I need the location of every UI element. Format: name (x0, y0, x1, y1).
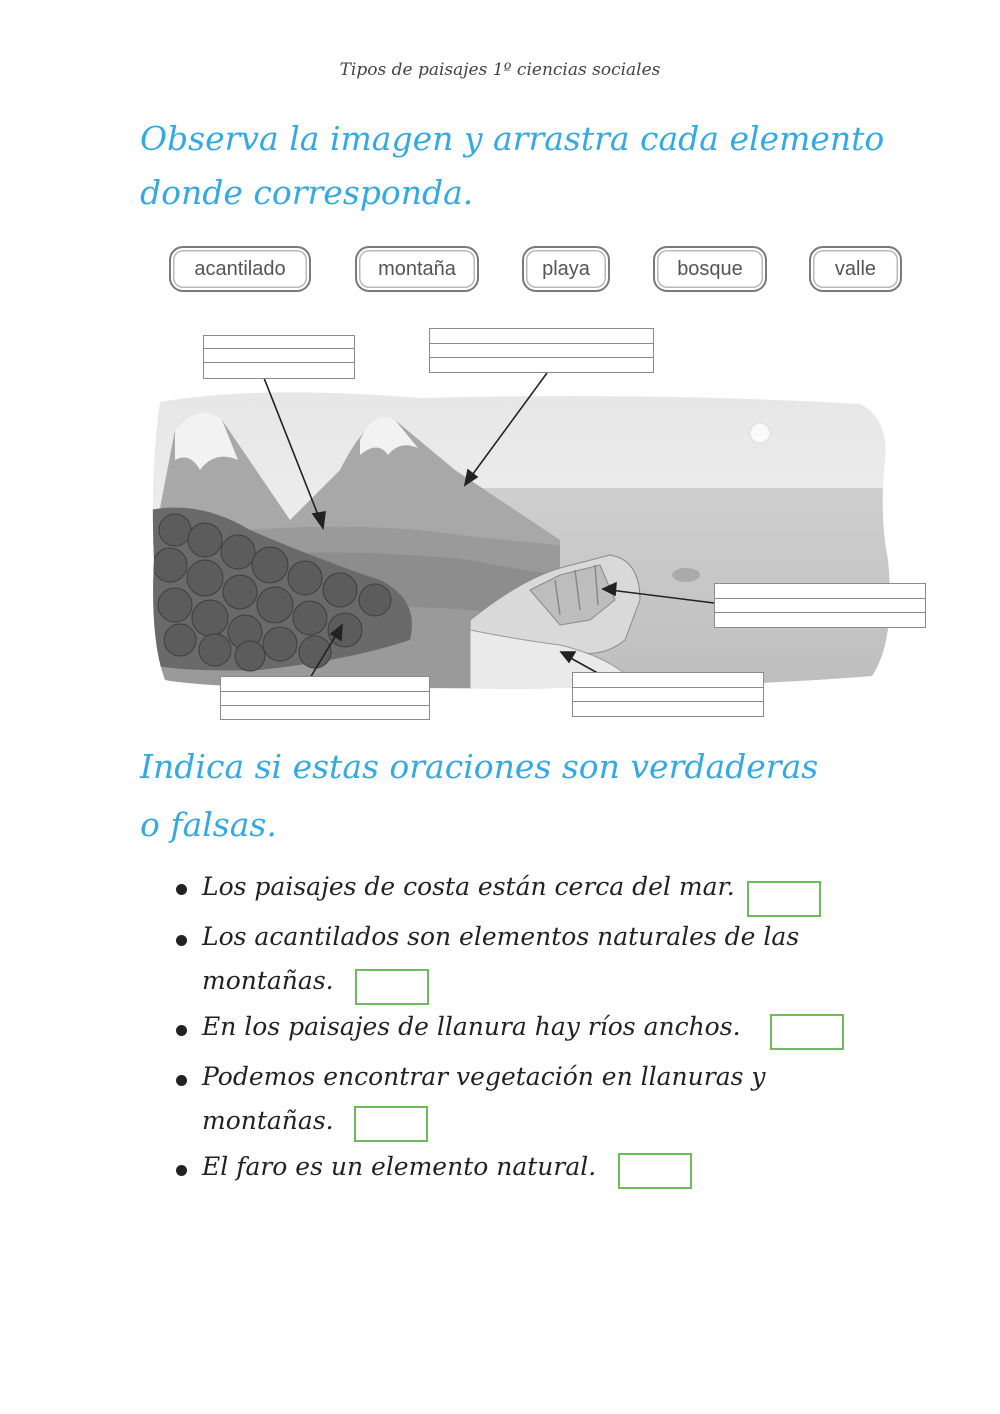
word-chip-montana[interactable]: montaña (355, 246, 479, 292)
scene-group (140, 380, 910, 700)
bullet-icon (176, 935, 187, 946)
drop-zone-3[interactable] (714, 583, 926, 628)
drop-zone-2[interactable] (429, 328, 654, 373)
bullet-icon (176, 1165, 187, 1176)
statement-text: Los acantilados son elementos naturales de las (202, 922, 800, 951)
instruction-heading-2-line1: Indica si estas oraciones son verdaderas (140, 747, 819, 786)
statement-text: El faro es un elemento natural. (202, 1152, 597, 1181)
answer-box[interactable] (354, 1106, 428, 1142)
statement-text: Los paisajes de costa están cerca del mar. (202, 872, 735, 901)
word-chip-bosque[interactable]: bosque (653, 246, 767, 292)
instruction-heading-2-line2: o falsas. (140, 805, 277, 844)
drop-zone-5[interactable] (572, 672, 764, 717)
answer-box[interactable] (770, 1014, 844, 1050)
drop-zone-4[interactable] (220, 676, 430, 720)
statement-text-continued: montañas. (202, 1106, 334, 1135)
statement-text-continued: montañas. (202, 966, 334, 995)
worksheet-subtitle: Tipos de paisajes 1º ciencias sociales (339, 60, 661, 80)
answer-box[interactable] (355, 969, 429, 1005)
bullet-icon (176, 1075, 187, 1086)
word-chip-valle[interactable]: valle (809, 246, 902, 292)
instruction-heading-2 (140, 740, 900, 852)
instruction-heading-1-line2: donde corresponda. (140, 173, 474, 212)
bullet-icon (176, 1025, 187, 1036)
statement-text: En los paisajes de llanura hay ríos anchos. (202, 1012, 741, 1041)
instruction-heading-1-line1: Observa la imagen y arrastra cada elemento (140, 119, 885, 158)
answer-box[interactable] (618, 1153, 692, 1189)
answer-box[interactable] (747, 881, 821, 917)
word-chip-acantilado[interactable]: acantilado (169, 246, 311, 292)
word-chip-playa[interactable]: playa (522, 246, 610, 292)
bullet-icon (176, 884, 187, 895)
statement-text: Podemos encontrar vegetación en llanuras y (202, 1062, 766, 1091)
drop-zone-1[interactable] (203, 335, 355, 379)
